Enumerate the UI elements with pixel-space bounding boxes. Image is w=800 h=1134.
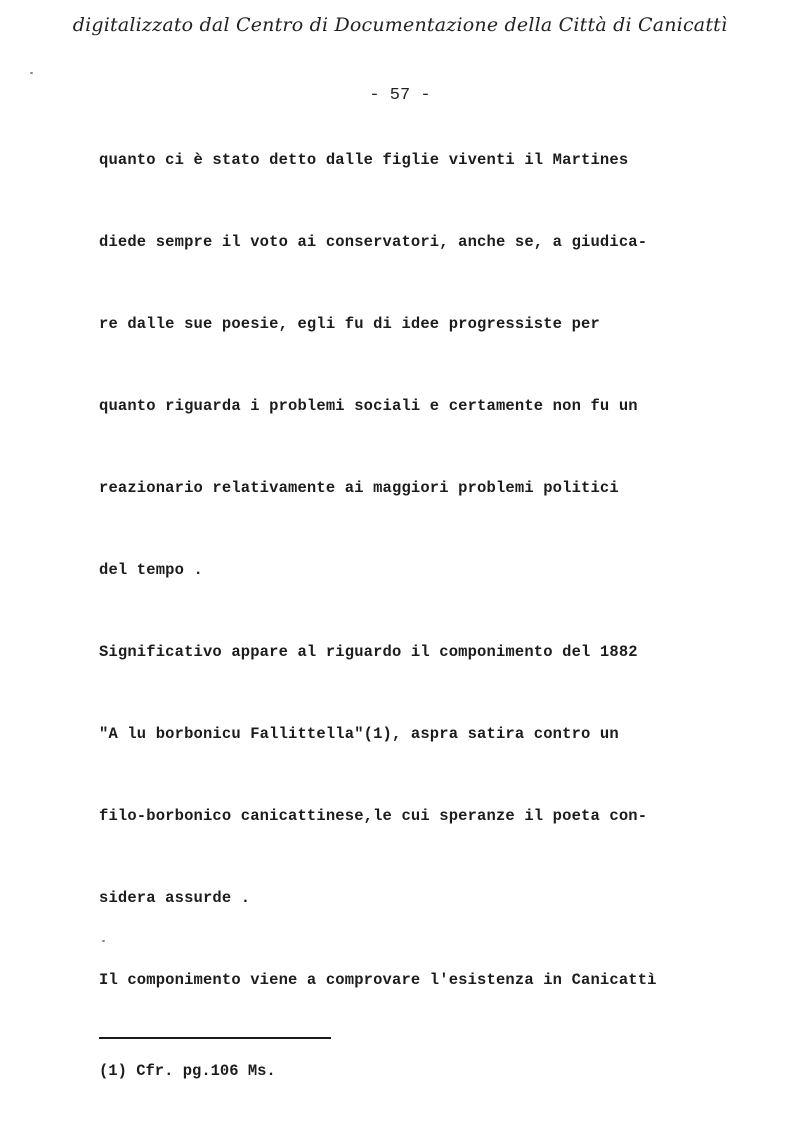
- scan-speck: [30, 72, 33, 74]
- body-line: "A lu borbonicu Fallittella"(1), aspra satira contro un: [99, 725, 619, 743]
- body-line: sidera assurde .: [99, 889, 251, 907]
- page-number: - 57 -: [369, 86, 431, 105]
- footnote-separator: [99, 1037, 331, 1039]
- scan-speck: [102, 940, 105, 942]
- body-line: re dalle sue poesie, egli fu di idee progressiste per: [99, 315, 600, 333]
- footnote: (1) Cfr. pg.106 Ms.: [99, 1062, 276, 1080]
- body-line: Il componimento viene a comprovare l'esistenza in Canicattì: [99, 971, 657, 989]
- body-line: diede sempre il voto ai conservatori, anche se, a giudica-: [99, 233, 648, 251]
- body-line: Significativo appare al riguardo il componimento del 1882: [99, 643, 638, 661]
- body-line: reazionario relativamente ai maggiori problemi politici: [99, 479, 619, 497]
- digitization-watermark: digitalizzato dal Centro di Documentazione della Città di Canicattì: [72, 14, 728, 36]
- body-line: filo-borbonico canicattinese,le cui speranze il poeta con-: [99, 807, 648, 825]
- body-line: quanto riguarda i problemi sociali e certamente non fu un: [99, 397, 638, 415]
- body-line: quanto ci è stato detto dalle figlie viventi il Martines: [99, 151, 629, 169]
- body-line: del tempo .: [99, 561, 203, 579]
